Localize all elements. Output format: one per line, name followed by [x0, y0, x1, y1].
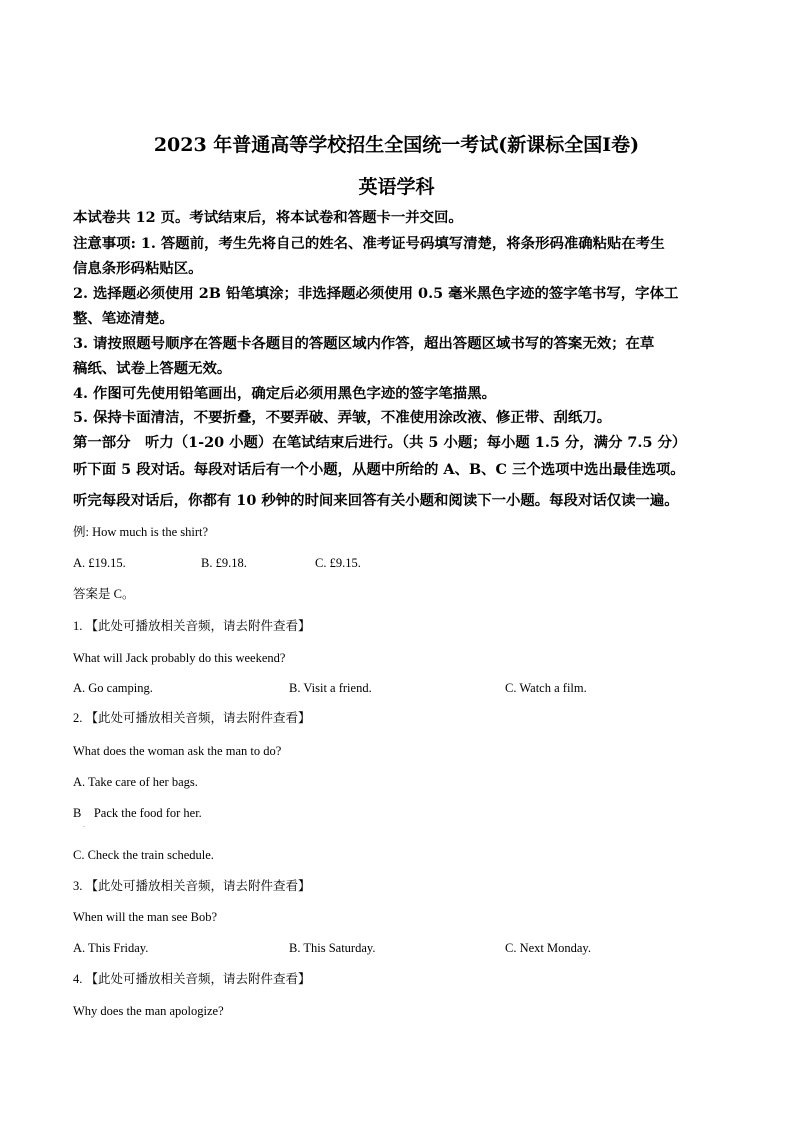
question-text: What will Jack probably do this weekend?	[73, 651, 286, 665]
instruction-line: 2. 选择题必须使用 2B 铅笔填涂；非选择题必须使用 0.5 毫米黑色字迹的签字笔书写，字体工	[73, 285, 679, 302]
question-text: Why does the man apologize?	[73, 1004, 224, 1018]
instruction-line: 5. 保持卡面清洁，不要折叠，不要弄破、弄皱，不准使用涂改液、修正带、刮纸刀。	[73, 409, 612, 426]
section-heading: 第一部分 听力（1-20 小题）在笔试结束后进行。（共 5 小题；每小题 1.5 分，满分 7.5 分）	[73, 434, 687, 451]
option-c: C. Check the train schedule.	[73, 848, 214, 862]
exam-title: 2023 年普通高等学校招生全国统一考试(新课标全国Ⅰ卷)	[153, 134, 640, 156]
audio-placeholder[interactable]: 2. 【此处可播放相关音频，请去附件查看】	[73, 711, 311, 725]
instruction-line: 本试卷共 12 页。考试结束后，将本试卷和答题卡一并交回。	[73, 209, 463, 226]
option-c: C. Watch a film.	[505, 681, 587, 695]
instruction-line: 稿纸、试卷上答题无效。	[73, 360, 232, 377]
instruction-line: 听完每段对话后，你都有 10 秒钟的时间来回答有关小题和阅读下一小题。每段对话仅读一遍。	[73, 492, 679, 509]
subject-title: 英语学科	[358, 176, 435, 198]
example-answer: 答案是 C。	[73, 587, 135, 601]
instruction-line: 听下面 5 段对话。每段对话后有一个小题，从题中所给的 A、B、C 三个选项中选出最佳选项。	[73, 461, 685, 478]
option-b: B. This Saturday.	[289, 941, 376, 955]
audio-placeholder[interactable]: 4. 【此处可播放相关音频，请去附件查看】	[73, 972, 311, 986]
example-option-a: A. £19.15.	[73, 556, 126, 570]
example-option-b: B. £9.18.	[201, 556, 247, 570]
option-b: B. Visit a friend.	[289, 681, 372, 695]
instruction-line: 注意事项: 1. 答题前，考生先将自己的姓名、准考证号码填写清楚，将条形码准确粘贴在考生	[73, 235, 665, 252]
example-question: 例: How much is the shirt?	[73, 525, 209, 539]
option-b: B Pack the food for her.	[73, 806, 202, 820]
audio-placeholder[interactable]: 1. 【此处可播放相关音频，请去附件查看】	[73, 619, 311, 633]
question-text: What does the woman ask the man to do?	[73, 744, 282, 758]
option-a: A. Take care of her bags.	[73, 775, 198, 789]
option-c: C. Next Monday.	[505, 941, 591, 955]
audio-placeholder[interactable]: 3. 【此处可播放相关音频，请去附件查看】	[73, 879, 311, 893]
instruction-line: 信息条形码粘贴区。	[73, 260, 203, 277]
question-text: When will the man see Bob?	[73, 910, 218, 924]
example-option-c: C. £9.15.	[315, 556, 361, 570]
instruction-line: 4. 作图可先使用铅笔画出，确定后必须用黑色字迹的签字笔描黑。	[73, 385, 496, 402]
option-a: A. Go camping.	[73, 681, 153, 695]
instruction-line: 3. 请按照题号顺序在答题卡各题目的答题区域内作答，超出答题区域书写的答案无效；在草	[73, 335, 655, 352]
instruction-line: 整、笔迹清楚。	[73, 310, 174, 327]
option-a: A. This Friday.	[73, 941, 149, 955]
stray-mark: ·	[83, 824, 85, 831]
